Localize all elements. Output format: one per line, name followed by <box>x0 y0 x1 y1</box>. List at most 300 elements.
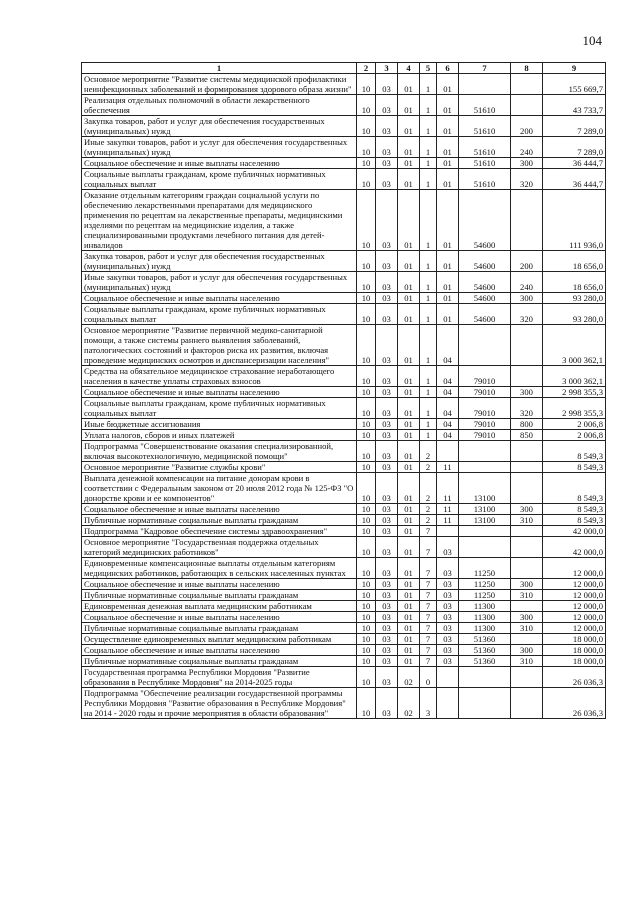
amount-cell: 26 036,3 <box>543 688 606 719</box>
section-code-cell: 10 <box>357 601 376 612</box>
event-code-cell: 03 <box>437 601 459 612</box>
subprogram-code-cell: 7 <box>420 623 437 634</box>
subprogram-code-cell: 7 <box>420 645 437 656</box>
program-code-cell: 01 <box>398 272 420 293</box>
expense-type-code-cell <box>511 366 543 387</box>
subsection-code-cell: 03 <box>376 430 398 441</box>
direction-code-cell: 51360 <box>459 634 511 645</box>
direction-code-cell: 11250 <box>459 590 511 601</box>
direction-code-cell: 54600 <box>459 251 511 272</box>
subsection-code-cell: 03 <box>376 623 398 634</box>
row-name-cell: Основное мероприятие "Развитие системы медицинской профилактики неинфекционных заболеваний и формирования здорового образа жизни" <box>82 74 357 95</box>
section-code-cell: 10 <box>357 634 376 645</box>
section-code-cell: 10 <box>357 116 376 137</box>
amount-cell: 12 000,0 <box>543 590 606 601</box>
subprogram-code-cell: 1 <box>420 293 437 304</box>
direction-code-cell: 54600 <box>459 190 511 251</box>
table-row <box>82 325 606 366</box>
program-code-cell: 01 <box>398 430 420 441</box>
direction-code-cell <box>459 74 511 95</box>
direction-code-cell: 51360 <box>459 645 511 656</box>
direction-code-cell: 51610 <box>459 95 511 116</box>
program-code-cell: 01 <box>398 398 420 419</box>
header-cell: 4 <box>398 63 420 74</box>
direction-code-cell: 54600 <box>459 293 511 304</box>
table-row <box>82 688 606 719</box>
table-row <box>82 137 606 158</box>
subprogram-code-cell: 1 <box>420 304 437 325</box>
subsection-code-cell: 03 <box>376 537 398 558</box>
table-body <box>82 74 606 719</box>
program-code-cell: 01 <box>398 366 420 387</box>
section-code-cell: 10 <box>357 293 376 304</box>
section-code-cell: 10 <box>357 169 376 190</box>
section-code-cell: 10 <box>357 667 376 688</box>
subprogram-code-cell: 1 <box>420 430 437 441</box>
expense-type-code-cell <box>511 95 543 116</box>
subprogram-code-cell: 1 <box>420 251 437 272</box>
section-code-cell: 10 <box>357 537 376 558</box>
direction-code-cell: 54600 <box>459 272 511 293</box>
expense-type-code-cell <box>511 667 543 688</box>
program-code-cell: 01 <box>398 656 420 667</box>
section-code-cell: 10 <box>357 95 376 116</box>
subsection-code-cell: 03 <box>376 688 398 719</box>
table-row <box>82 473 606 504</box>
program-code-cell: 01 <box>398 190 420 251</box>
amount-cell: 12 000,0 <box>543 623 606 634</box>
amount-cell: 26 036,3 <box>543 667 606 688</box>
event-code-cell: 04 <box>437 398 459 419</box>
row-name-cell: Основное мероприятие "Развитие службы крови" <box>82 462 357 473</box>
table-row <box>82 304 606 325</box>
section-code-cell: 10 <box>357 462 376 473</box>
amount-cell: 7 289,0 <box>543 116 606 137</box>
table-row <box>82 95 606 116</box>
amount-cell: 93 280,0 <box>543 293 606 304</box>
amount-cell: 18 000,0 <box>543 645 606 656</box>
table-row <box>82 272 606 293</box>
direction-code-cell: 51610 <box>459 116 511 137</box>
direction-code-cell: 79010 <box>459 366 511 387</box>
event-code-cell: 04 <box>437 419 459 430</box>
program-code-cell: 01 <box>398 634 420 645</box>
program-code-cell: 01 <box>398 441 420 462</box>
table-row <box>82 398 606 419</box>
direction-code-cell: 11300 <box>459 601 511 612</box>
direction-code-cell: 51610 <box>459 169 511 190</box>
amount-cell: 111 936,0 <box>543 190 606 251</box>
expense-type-code-cell: 800 <box>511 419 543 430</box>
program-code-cell: 01 <box>398 526 420 537</box>
amount-cell: 43 733,7 <box>543 95 606 116</box>
expense-type-code-cell: 200 <box>511 251 543 272</box>
subprogram-code-cell: 1 <box>420 158 437 169</box>
table-row <box>82 612 606 623</box>
program-code-cell: 01 <box>398 169 420 190</box>
subsection-code-cell: 03 <box>376 504 398 515</box>
direction-code-cell <box>459 441 511 462</box>
row-name-cell: Социальные выплаты гражданам, кроме публичных нормативных социальных выплат <box>82 169 357 190</box>
direction-code-cell: 11250 <box>459 579 511 590</box>
expense-type-code-cell <box>511 462 543 473</box>
subsection-code-cell: 03 <box>376 293 398 304</box>
event-code-cell: 03 <box>437 590 459 601</box>
table-row <box>82 251 606 272</box>
budget-table <box>81 62 606 719</box>
direction-code-cell: 51610 <box>459 158 511 169</box>
table-row <box>82 504 606 515</box>
table-row <box>82 190 606 251</box>
row-name-cell: Социальное обеспечение и иные выплаты населению <box>82 293 357 304</box>
program-code-cell: 01 <box>398 462 420 473</box>
event-code-cell <box>437 688 459 719</box>
subsection-code-cell: 03 <box>376 441 398 462</box>
amount-cell: 12 000,0 <box>543 612 606 623</box>
section-code-cell: 10 <box>357 645 376 656</box>
expense-type-code-cell: 240 <box>511 137 543 158</box>
row-name-cell: Уплата налогов, сборов и иных платежей <box>82 430 357 441</box>
direction-code-cell: 13100 <box>459 473 511 504</box>
table-row <box>82 430 606 441</box>
subprogram-code-cell: 3 <box>420 688 437 719</box>
table-row <box>82 366 606 387</box>
table-row <box>82 462 606 473</box>
header-cell: 2 <box>357 63 376 74</box>
program-code-cell: 01 <box>398 558 420 579</box>
section-code-cell: 10 <box>357 387 376 398</box>
header-cell: 9 <box>543 63 606 74</box>
direction-code-cell: 11300 <box>459 623 511 634</box>
event-code-cell: 01 <box>437 95 459 116</box>
row-name-cell: Иные закупки товаров, работ и услуг для обеспечения государственных (муниципальных) нужд <box>82 272 357 293</box>
event-code-cell: 04 <box>437 430 459 441</box>
amount-cell: 36 444,7 <box>543 158 606 169</box>
event-code-cell: 01 <box>437 304 459 325</box>
program-code-cell: 01 <box>398 515 420 526</box>
table-row <box>82 590 606 601</box>
event-code-cell: 01 <box>437 137 459 158</box>
section-code-cell: 10 <box>357 441 376 462</box>
subsection-code-cell: 03 <box>376 601 398 612</box>
subprogram-code-cell: 2 <box>420 441 437 462</box>
table-row <box>82 441 606 462</box>
subsection-code-cell: 03 <box>376 473 398 504</box>
amount-cell: 2 006,8 <box>543 430 606 441</box>
row-name-cell: Социальное обеспечение и иные выплаты населению <box>82 504 357 515</box>
amount-cell: 8 549,3 <box>543 504 606 515</box>
row-name-cell: Закупка товаров, работ и услуг для обеспечения государственных (муниципальных) нужд <box>82 251 357 272</box>
amount-cell: 155 669,7 <box>543 74 606 95</box>
section-code-cell: 10 <box>357 656 376 667</box>
amount-cell: 12 000,0 <box>543 601 606 612</box>
row-name-cell: Социальное обеспечение и иные выплаты населению <box>82 387 357 398</box>
subprogram-code-cell: 7 <box>420 634 437 645</box>
section-code-cell: 10 <box>357 190 376 251</box>
section-code-cell: 10 <box>357 366 376 387</box>
direction-code-cell: 11300 <box>459 612 511 623</box>
subprogram-code-cell: 1 <box>420 74 437 95</box>
event-code-cell: 03 <box>437 558 459 579</box>
row-name-cell: Социальное обеспечение и иные выплаты населению <box>82 645 357 656</box>
expense-type-code-cell <box>511 190 543 251</box>
event-code-cell: 01 <box>437 190 459 251</box>
subprogram-code-cell: 1 <box>420 419 437 430</box>
event-code-cell: 01 <box>437 293 459 304</box>
expense-type-code-cell <box>511 325 543 366</box>
amount-cell: 7 289,0 <box>543 137 606 158</box>
event-code-cell: 03 <box>437 634 459 645</box>
expense-type-code-cell: 320 <box>511 398 543 419</box>
direction-code-cell: 79010 <box>459 387 511 398</box>
expense-type-code-cell: 310 <box>511 656 543 667</box>
subsection-code-cell: 03 <box>376 419 398 430</box>
table-row <box>82 656 606 667</box>
direction-code-cell: 13100 <box>459 515 511 526</box>
amount-cell: 8 549,3 <box>543 441 606 462</box>
expense-type-code-cell <box>511 74 543 95</box>
expense-type-code-cell: 200 <box>511 116 543 137</box>
subsection-code-cell: 03 <box>376 325 398 366</box>
table-row <box>82 169 606 190</box>
subprogram-code-cell: 1 <box>420 325 437 366</box>
expense-type-code-cell: 850 <box>511 430 543 441</box>
subprogram-code-cell: 1 <box>420 190 437 251</box>
table-row <box>82 645 606 656</box>
subsection-code-cell: 03 <box>376 398 398 419</box>
section-code-cell: 10 <box>357 612 376 623</box>
direction-code-cell: 79010 <box>459 430 511 441</box>
table-row <box>82 537 606 558</box>
header-row <box>82 63 606 74</box>
section-code-cell: 10 <box>357 398 376 419</box>
table-row <box>82 623 606 634</box>
program-code-cell: 01 <box>398 116 420 137</box>
event-code-cell: 03 <box>437 623 459 634</box>
event-code-cell: 01 <box>437 169 459 190</box>
subprogram-code-cell: 7 <box>420 537 437 558</box>
table-row <box>82 158 606 169</box>
subsection-code-cell: 03 <box>376 304 398 325</box>
subsection-code-cell: 03 <box>376 667 398 688</box>
row-name-cell: Подпрограмма "Совершенствование оказания специализированной, включая высокотехнологичную, медицинской помощи" <box>82 441 357 462</box>
subsection-code-cell: 03 <box>376 116 398 137</box>
subsection-code-cell: 03 <box>376 515 398 526</box>
event-code-cell <box>437 667 459 688</box>
program-code-cell: 01 <box>398 537 420 558</box>
section-code-cell: 10 <box>357 558 376 579</box>
program-code-cell: 01 <box>398 137 420 158</box>
subsection-code-cell: 03 <box>376 526 398 537</box>
expense-type-code-cell: 300 <box>511 504 543 515</box>
header-cell: 3 <box>376 63 398 74</box>
program-code-cell: 01 <box>398 251 420 272</box>
expense-type-code-cell <box>511 601 543 612</box>
table-row <box>82 526 606 537</box>
amount-cell: 42 000,0 <box>543 537 606 558</box>
event-code-cell: 03 <box>437 656 459 667</box>
amount-cell: 18 656,0 <box>543 272 606 293</box>
event-code-cell: 03 <box>437 579 459 590</box>
subsection-code-cell: 03 <box>376 251 398 272</box>
direction-code-cell <box>459 462 511 473</box>
subsection-code-cell: 03 <box>376 579 398 590</box>
amount-cell: 3 000 362,1 <box>543 366 606 387</box>
expense-type-code-cell <box>511 473 543 504</box>
subprogram-code-cell: 1 <box>420 95 437 116</box>
event-code-cell: 04 <box>437 387 459 398</box>
expense-type-code-cell: 300 <box>511 579 543 590</box>
row-name-cell: Публичные нормативные социальные выплаты гражданам <box>82 590 357 601</box>
row-name-cell: Социальные выплаты гражданам, кроме публичных нормативных социальных выплат <box>82 304 357 325</box>
row-name-cell: Реализация отдельных полномочий в области лекарственного обеспечения <box>82 95 357 116</box>
program-code-cell: 01 <box>398 579 420 590</box>
subsection-code-cell: 03 <box>376 169 398 190</box>
expense-type-code-cell: 310 <box>511 515 543 526</box>
expense-type-code-cell <box>511 526 543 537</box>
row-name-cell: Публичные нормативные социальные выплаты гражданам <box>82 623 357 634</box>
direction-code-cell: 79010 <box>459 398 511 419</box>
row-name-cell: Государственная программа Республики Мордовия "Развитие образования в Республике Мордовия" на 2014-2025 годы <box>82 667 357 688</box>
subsection-code-cell: 03 <box>376 95 398 116</box>
header-cell: 7 <box>459 63 511 74</box>
expense-type-code-cell: 320 <box>511 169 543 190</box>
table-row <box>82 667 606 688</box>
subprogram-code-cell: 7 <box>420 558 437 579</box>
row-name-cell: Средства на обязательное медицинское страхование неработающего населения в качестве уплаты страховых взносов <box>82 366 357 387</box>
amount-cell: 12 000,0 <box>543 558 606 579</box>
section-code-cell: 10 <box>357 504 376 515</box>
expense-type-code-cell <box>511 688 543 719</box>
subprogram-code-cell: 1 <box>420 169 437 190</box>
table-row <box>82 293 606 304</box>
section-code-cell: 10 <box>357 251 376 272</box>
section-code-cell: 10 <box>357 623 376 634</box>
event-code-cell: 03 <box>437 612 459 623</box>
amount-cell: 18 000,0 <box>543 634 606 645</box>
row-name-cell: Социальное обеспечение и иные выплаты населению <box>82 158 357 169</box>
expense-type-code-cell <box>511 634 543 645</box>
subsection-code-cell: 03 <box>376 387 398 398</box>
event-code-cell: 11 <box>437 504 459 515</box>
row-name-cell: Основное мероприятие "Государственная поддержка отдельных категорий медицинских работников" <box>82 537 357 558</box>
row-name-cell: Подпрограмма "Обеспечение реализации государственной программы Республики Мордовия "Развитие образования в Республике Мордовия" на 2014 - 2020 годы и прочие мероприятия в области образования" <box>82 688 357 719</box>
subsection-code-cell: 03 <box>376 612 398 623</box>
row-name-cell: Публичные нормативные социальные выплаты гражданам <box>82 515 357 526</box>
program-code-cell: 01 <box>398 623 420 634</box>
subprogram-code-cell: 7 <box>420 590 437 601</box>
event-code-cell: 01 <box>437 74 459 95</box>
row-name-cell: Социальные выплаты гражданам, кроме публичных нормативных социальных выплат <box>82 398 357 419</box>
section-code-cell: 10 <box>357 688 376 719</box>
subprogram-code-cell: 7 <box>420 612 437 623</box>
row-name-cell: Социальное обеспечение и иные выплаты населению <box>82 579 357 590</box>
program-code-cell: 01 <box>398 304 420 325</box>
amount-cell: 42 000,0 <box>543 526 606 537</box>
amount-cell: 2 006,8 <box>543 419 606 430</box>
program-code-cell: 01 <box>398 95 420 116</box>
table-row <box>82 116 606 137</box>
table-row <box>82 74 606 95</box>
amount-cell: 8 549,3 <box>543 515 606 526</box>
direction-code-cell: 79010 <box>459 419 511 430</box>
section-code-cell: 10 <box>357 590 376 601</box>
expense-type-code-cell: 300 <box>511 158 543 169</box>
subsection-code-cell: 03 <box>376 645 398 656</box>
expense-type-code-cell: 310 <box>511 623 543 634</box>
amount-cell: 2 998 355,3 <box>543 398 606 419</box>
expense-type-code-cell: 310 <box>511 590 543 601</box>
subprogram-code-cell: 1 <box>420 272 437 293</box>
direction-code-cell: 51360 <box>459 656 511 667</box>
subprogram-code-cell: 1 <box>420 137 437 158</box>
event-code-cell: 03 <box>437 537 459 558</box>
row-name-cell: Основное мероприятие "Развитие первичной медико-санитарной помощи, а также системы раннего выявления заболеваний, патологических состояний и факторов риска их развития, включая проведение медицинских осмотров и диспансеризации населения" <box>82 325 357 366</box>
row-name-cell: Выплата денежной компенсации на питание донорам крови в соответствии с Федеральным законом от 20 июля 2012 года № 125-ФЗ "О донорстве крови и ее компонентов" <box>82 473 357 504</box>
subsection-code-cell: 03 <box>376 137 398 158</box>
section-code-cell: 10 <box>357 430 376 441</box>
section-code-cell: 10 <box>357 137 376 158</box>
row-name-cell: Закупка товаров, работ и услуг для обеспечения государственных (муниципальных) нужд <box>82 116 357 137</box>
table-row <box>82 601 606 612</box>
event-code-cell: 01 <box>437 116 459 137</box>
event-code-cell: 04 <box>437 325 459 366</box>
event-code-cell: 11 <box>437 515 459 526</box>
row-name-cell: Оказание отдельным категориям граждан социальной услуги по обеспечению лекарственными препаратами для медицинского применения по рецептам на лекарственные препараты, медицинскими изделиями по рецептам на медицинские изделия, а также специализированными продуктами лечебного питания для детей-инвалидов <box>82 190 357 251</box>
program-code-cell: 01 <box>398 74 420 95</box>
section-code-cell: 10 <box>357 272 376 293</box>
row-name-cell: Подпрограмма "Кадровое обеспечение системы здравоохранения" <box>82 526 357 537</box>
subprogram-code-cell: 2 <box>420 515 437 526</box>
program-code-cell: 02 <box>398 688 420 719</box>
section-code-cell: 10 <box>357 579 376 590</box>
program-code-cell: 01 <box>398 419 420 430</box>
program-code-cell: 01 <box>398 325 420 366</box>
subprogram-code-cell: 2 <box>420 462 437 473</box>
subsection-code-cell: 03 <box>376 656 398 667</box>
direction-code-cell <box>459 667 511 688</box>
event-code-cell: 11 <box>437 462 459 473</box>
section-code-cell: 10 <box>357 419 376 430</box>
row-name-cell: Социальное обеспечение и иные выплаты населению <box>82 612 357 623</box>
subprogram-code-cell: 1 <box>420 387 437 398</box>
subsection-code-cell: 03 <box>376 462 398 473</box>
expense-type-code-cell: 300 <box>511 612 543 623</box>
direction-code-cell: 13100 <box>459 504 511 515</box>
subprogram-code-cell: 0 <box>420 667 437 688</box>
subprogram-code-cell: 2 <box>420 504 437 515</box>
subprogram-code-cell: 1 <box>420 116 437 137</box>
subprogram-code-cell: 7 <box>420 526 437 537</box>
direction-code-cell: 54600 <box>459 304 511 325</box>
table-row <box>82 579 606 590</box>
subsection-code-cell: 03 <box>376 558 398 579</box>
program-code-cell: 01 <box>398 590 420 601</box>
subprogram-code-cell: 7 <box>420 601 437 612</box>
expense-type-code-cell: 240 <box>511 272 543 293</box>
direction-code-cell <box>459 537 511 558</box>
section-code-cell: 10 <box>357 473 376 504</box>
expense-type-code-cell <box>511 558 543 579</box>
subsection-code-cell: 03 <box>376 590 398 601</box>
direction-code-cell <box>459 325 511 366</box>
amount-cell: 36 444,7 <box>543 169 606 190</box>
subprogram-code-cell: 1 <box>420 366 437 387</box>
table-row <box>82 419 606 430</box>
program-code-cell: 01 <box>398 473 420 504</box>
table-row <box>82 515 606 526</box>
program-code-cell: 01 <box>398 601 420 612</box>
